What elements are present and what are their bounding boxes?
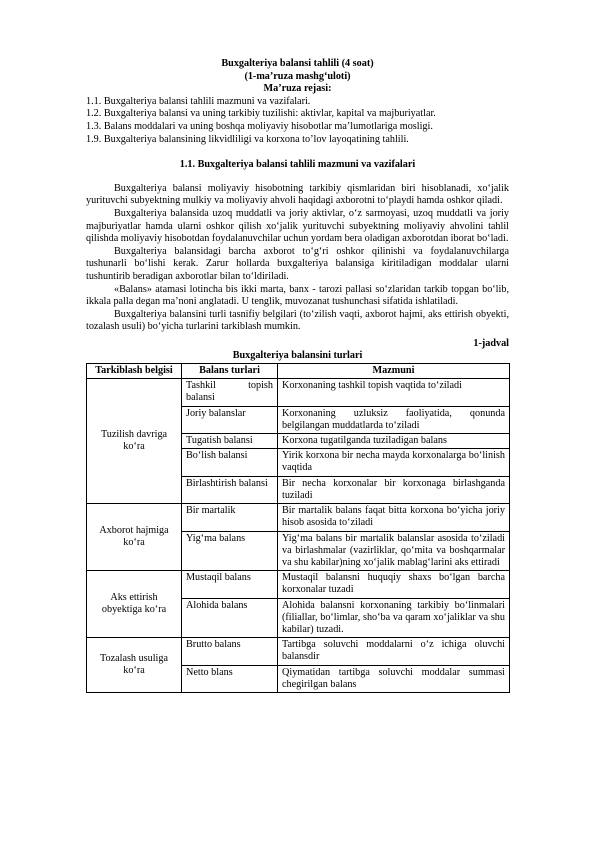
description-cell: Bir necha korxonalar bir korxonaga birlashganda tuziladi	[278, 476, 510, 503]
balance-types-table	[86, 363, 510, 693]
table-row	[87, 504, 510, 531]
description-cell: Yirik korxona bir necha mayda korxonalarga bo‘linish vaqtida	[278, 449, 510, 476]
paragraph: Buxgalteriya balansini turli tasnifiy belgilari (to‘zilish vaqti, axborot hajmi, aks ettirish obyekti, tozalash usuli) bo‘yicha turlarini tarkiblash mumkin.	[86, 308, 509, 333]
table-header-row	[87, 364, 510, 379]
description-cell: Mustaqil balansni huquqiy shaxs bo‘lgan barcha korxonalar tuzadi	[278, 571, 510, 598]
balance-type-cell: Tashkil topish balansi	[182, 379, 278, 406]
table-row	[87, 379, 510, 406]
plan-item: 1.2. Buxgalteriya balansi va uning tarkibiy tuzilishi: aktivlar, kapital va majburiyatlar.	[86, 108, 436, 120]
group-label: Tuzilish davriga ko‘ra	[87, 379, 182, 504]
paragraph: «Balans» atamasi lotincha bis ikki marta, banx - tarozi pallasi so‘zlaridan tarkib topgan bo‘lib, ikkala palla degan ma’noni anglatadi. U tenglik, muvozanat tushunchasi sifatida ishlatiladi.	[86, 283, 509, 308]
balance-type-cell: Joriy balanslar	[182, 406, 278, 433]
plan-item: 1.1. Buxgalteriya balansi tahlili mazmuni va vazifalari.	[86, 95, 311, 107]
group-label: Tozalash usuliga ko‘ra	[87, 638, 182, 693]
paragraph: Buxgalteriya balansidagi barcha axborot to‘g‘ri oshkor qilinishi va foydalanuvchilarga tushunarli bo‘lishi kerak. Zarur hollarda buxgalteriya balansiga kiritiladigan moddalar ularni tushuntirib beradigan axborotlar bilan to‘ldiriladi.	[86, 245, 509, 282]
balance-type-cell: Netto blans	[182, 665, 278, 692]
plan-list	[86, 96, 509, 146]
balance-type-cell: Birlashtirish balansi	[182, 476, 278, 503]
description-cell: Tartibga soluvchi moddalarni o‘z ichiga oluvchi balansdir	[278, 638, 510, 665]
balance-type-cell: Alohida balans	[182, 598, 278, 638]
lecture-subtitle: (1-ma’ruza mashg‘uloti)	[244, 70, 351, 82]
description-cell: Bir martalik balans faqat bitta korxona bo‘yicha joriy hisob asosida to‘ziladi	[278, 504, 510, 531]
balance-type-cell: Yig‘ma balans	[182, 531, 278, 571]
group-label: Aks ettirish obyektiga ko‘ra	[87, 571, 182, 638]
description-cell: Korxonaning tashkil topish vaqtida to‘ziladi	[278, 379, 510, 406]
table-number: 1-jadval	[473, 337, 509, 349]
plan-item: 1.9. Buxgalteriya balansining likvidliligi va korxona to’lov layoqatining tahlili.	[86, 133, 409, 145]
table-title: Buxgalteriya balansini turlari	[232, 350, 363, 362]
section-body	[86, 183, 509, 334]
description-cell: Yig‘ma balans bir martalik balanslar asosida to‘ziladi va birlashmalar (vazirliklar, qo‘mita va boshqarmalar va shu kabilar)ning xo‘jalik mablag‘larini aks ettiradi	[278, 531, 510, 571]
plan-item: 1.3. Balans moddalari va uning boshqa moliyaviy hisobotlar ma’lumotlariga mosligi.	[86, 120, 433, 132]
balance-type-cell: Bir martalik	[182, 504, 278, 531]
description-cell: Korxonaning uzluksiz faoliyatida, qonunda belgilangan muddatlarda to‘ziladi	[278, 406, 510, 433]
document-page	[86, 58, 509, 693]
paragraph: Buxgalteriya balansida uzoq muddatli va joriy aktivlar, o‘z sarmoyasi, uzoq muddatli va joriy majburiyatlar hamda ularni oshkor qilish xo‘jalik yurituvchi subyektning moliyaviy ahvolini tahlil qilishda moliyaviy hisobotdan foydalanuvchilar uchun yordam bera oladigan axborotdan iborat bo‘ladi.	[86, 207, 509, 245]
description-cell: Qiymatidan tartibga soluvchi moddalar summasi chegirilgan balans	[278, 665, 510, 692]
balance-type-cell: Brutto balans	[182, 638, 278, 665]
header-cell: Tarkiblash belgisi	[87, 364, 182, 379]
table-row	[87, 571, 510, 598]
table-row	[87, 638, 510, 665]
section-title: 1.1. Buxgalteriya balansi tahlili mazmuni va vazifalari	[179, 159, 416, 171]
plan-heading: Ma’ruza rejasi:	[263, 83, 332, 95]
description-cell: Alohida balansni korxonaning tarkibiy bo‘linmalari (filiallar, bo‘limlar, sho‘ba va qaram xo‘jaliklar va shu kabilar) tuzadi.	[278, 598, 510, 638]
header-cell: Balans turlari	[182, 364, 278, 379]
balance-type-cell: Bo‘lish balansi	[182, 449, 278, 476]
paragraph: Buxgalteriya balansi moliyaviy hisobotning tarkibiy qismlaridan biri hisoblanadi, xo‘jalik yurituvchi subyektning mulkiy va moliyaviy ahvoli haqidagi axborotni to‘playdi hamda oshkor qiladi.	[86, 182, 509, 207]
balance-type-cell: Tugatish balansi	[182, 434, 278, 449]
balance-type-cell: Mustaqil balans	[182, 571, 278, 598]
header-cell: Mazmuni	[278, 364, 510, 379]
lecture-title: Buxgalteriya balansi tahlili (4 soat)	[221, 58, 374, 69]
description-cell: Korxona tugatilganda tuziladigan balans	[278, 434, 510, 449]
group-label: Axborot hajmiga ko‘ra	[87, 504, 182, 571]
